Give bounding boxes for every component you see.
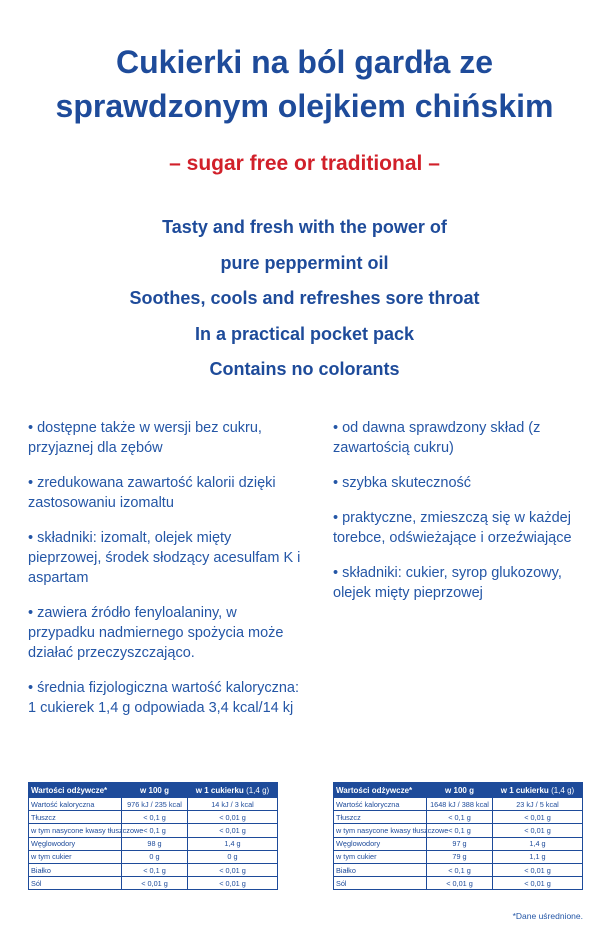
table-row: Węglowodory 98 g 1,4 g	[29, 837, 278, 850]
bullet-item: • szybka skuteczność	[333, 475, 472, 491]
table-row: Wartość kaloryczna 976 kJ / 235 kcal 14 kJ / 3 kcal	[29, 798, 278, 811]
feature-item: pure peppermint oil	[220, 252, 389, 273]
bullet-item: • składniki: izomalt, olejek mięty pieprzowej, środek słodzący acesulfam K i aspartam	[28, 530, 301, 586]
table-row: w tym cukier 79 g 1,1 g	[334, 850, 583, 863]
table-row: Tłuszcz < 0,1 g < 0,01 g	[29, 811, 278, 824]
table-row: w tym cukier 0 g 0 g	[29, 850, 278, 863]
header-nutrition: Wartości odżywcze*	[29, 783, 122, 798]
subtitle: – sugar free or traditional –	[169, 152, 440, 175]
header-per-candy: w 1 cukierku (1,4 g)	[188, 783, 278, 798]
title-line-1: Cukierki na ból gardła ze	[116, 44, 493, 80]
table-row: Sól < 0,01 g < 0,01 g	[334, 877, 583, 890]
table-header-row	[334, 783, 583, 798]
table-row: Tłuszcz < 0,1 g < 0,01 g	[334, 811, 583, 824]
bullet-item: • zredukowana zawartość kalorii dzięki zastosowaniu izomaltu	[28, 475, 276, 511]
bullet-item: • praktyczne, zmieszczą się w każdej torebce, odświeżające i orzeźwiające	[333, 510, 572, 546]
feature-item: Soothes, cools and refreshes sore throat	[129, 288, 480, 308]
bullet-item: • składniki: cukier, syrop glukozowy, olejek mięty pieprzowej	[333, 565, 562, 601]
table-row: w tym nasycone kwasy tłuszczowe < 0,1 g < 0,01 g	[29, 824, 278, 837]
feature-item: In a practical pocket pack	[194, 323, 415, 344]
table-row: w tym nasycone kwasy tłuszczowe < 0,1 g < 0,01 g	[334, 824, 583, 837]
table-row: Sól < 0,01 g < 0,01 g	[29, 877, 278, 890]
header-nutrition: Wartości odżywcze*	[334, 783, 427, 798]
page-title	[0, 40, 609, 128]
table-row: Białko < 0,1 g < 0,01 g	[334, 863, 583, 876]
left-bullet-list	[28, 418, 303, 733]
table-row: Węglowodory 97 g 1,4 g	[334, 837, 583, 850]
nutrition-table-traditional	[333, 782, 583, 890]
table-header-row	[29, 783, 278, 798]
feature-item: Contains no colorants	[209, 359, 400, 379]
footnote: *Dane uśrednione.	[512, 911, 583, 921]
header-per-100g: w 100 g	[427, 783, 493, 798]
title-line-2: sprawdzonym olejkiem chińskim	[55, 88, 554, 124]
feature-item: Tasty and fresh with the power of	[162, 217, 447, 237]
table-row: Białko < 0,1 g < 0,01 g	[29, 863, 278, 876]
nutrition-table-sugar-free	[28, 782, 278, 890]
feature-list	[0, 212, 609, 390]
table-row: Wartość kaloryczna 1648 kJ / 388 kcal 23 kJ / 5 kcal	[334, 798, 583, 811]
bullet-item: • zawiera źródło fenyloalaniny, w przypadku nadmiernego spożycia może działać przeczyszczająco.	[28, 605, 284, 661]
bullet-item: • od dawna sprawdzony skład (z zawartością cukru)	[333, 420, 541, 456]
bullet-item: • dostępne także w wersji bez cukru, przyjaznej dla zębów	[28, 420, 262, 456]
right-bullet-list	[333, 418, 593, 618]
header-per-100g: w 100 g	[122, 783, 188, 798]
header-per-candy: w 1 cukierku (1,4 g)	[493, 783, 583, 798]
bullet-item: • średnia fizjologiczna wartość kaloryczna: 1 cukierek 1,4 g odpowiada 3,4 kcal/14 kj	[28, 680, 300, 716]
